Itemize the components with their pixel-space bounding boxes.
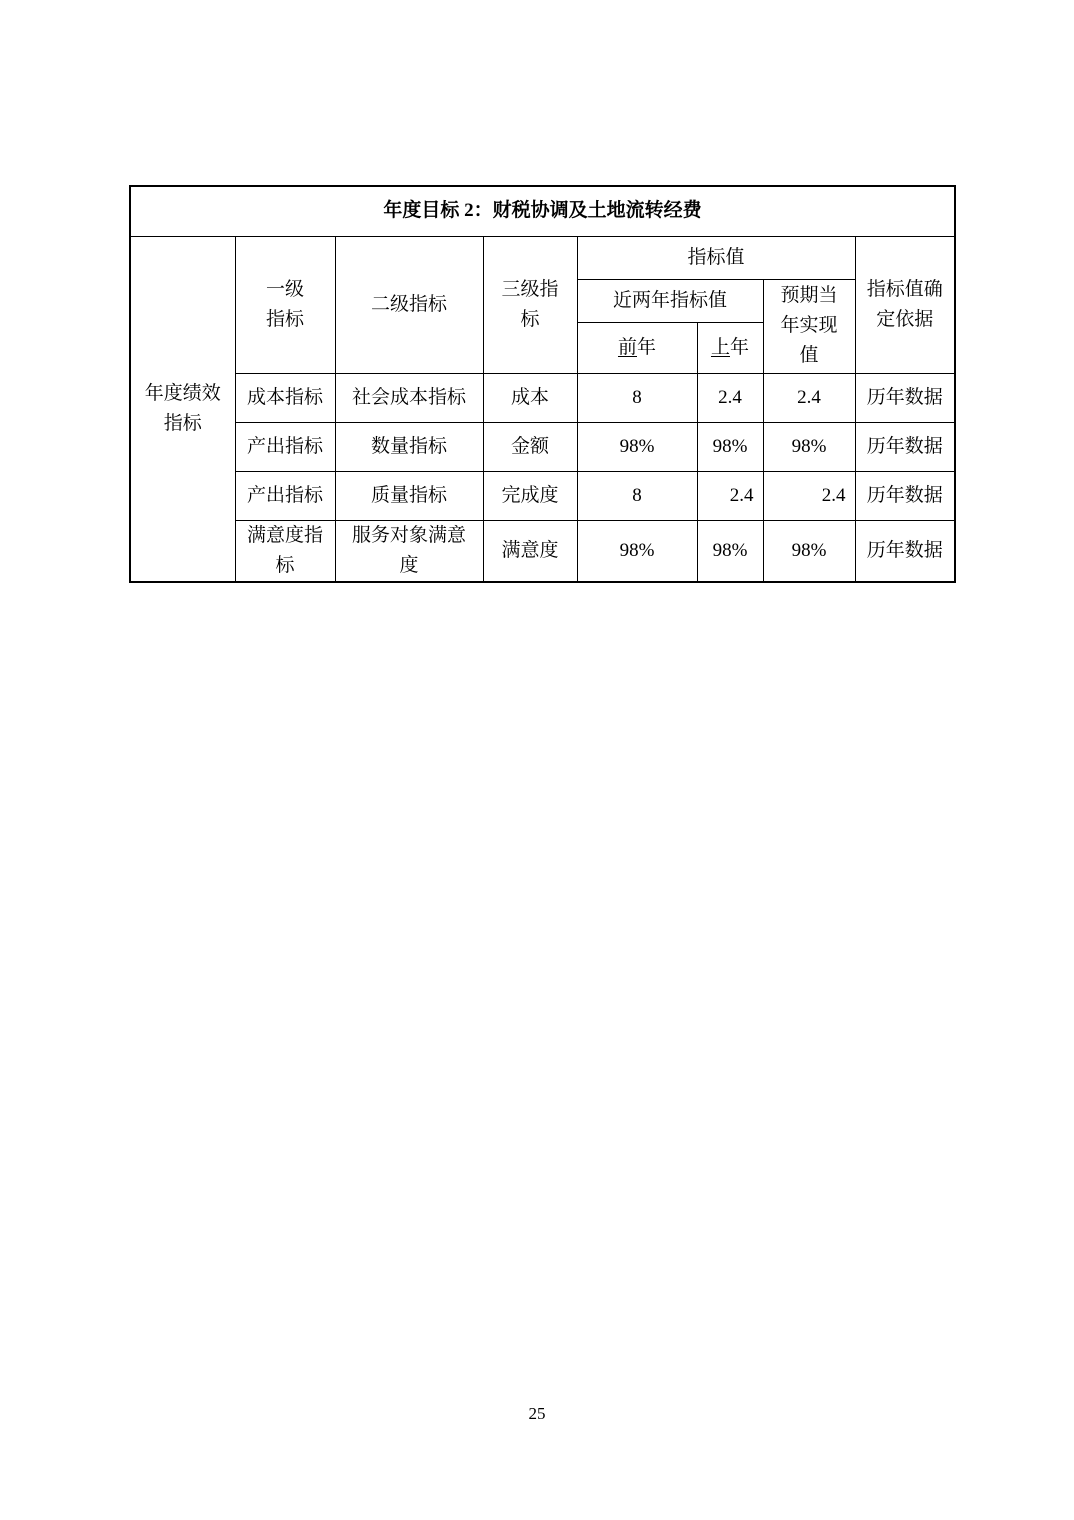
cell-expected-value: 2.4 <box>763 471 855 520</box>
cell-expected-value: 2.4 <box>763 373 855 422</box>
level2-header-label: 二级指标 <box>370 293 447 315</box>
basis-header-label: 指标值确定依据 <box>866 278 943 330</box>
header-cell-expected <box>763 279 855 373</box>
cell-basis: 历年数据 <box>855 422 955 471</box>
cell-basis: 历年数据 <box>855 471 955 520</box>
cell-prev-year-value: 98% <box>577 422 697 471</box>
cell-level1: 成本指标 <box>235 373 335 422</box>
cell-last-year-value: 98% <box>697 520 763 582</box>
cell-level2: 服务对象满意度 <box>335 520 483 582</box>
header-cell-level3 <box>483 236 577 373</box>
cell-prev-year-value: 98% <box>577 520 697 582</box>
cell-prev-year-value: 8 <box>577 471 697 520</box>
recent-two-years-label: 近两年指标值 <box>612 289 727 311</box>
cell-level1: 产出指标 <box>235 422 335 471</box>
header-cell-value-group <box>577 236 855 279</box>
table-row <box>130 422 955 471</box>
table-title: 年度目标 2：财税协调及土地流转经费 <box>130 186 955 236</box>
prev-year-label: 前年 <box>617 336 657 358</box>
table-row <box>130 373 955 422</box>
header-cell-level2 <box>335 236 483 373</box>
cell-level2: 数量指标 <box>335 422 483 471</box>
table-title-row <box>130 186 955 236</box>
level1-header-label: 一级指标 <box>265 278 304 330</box>
cell-level3: 完成度 <box>483 471 577 520</box>
value-group-label: 指标值 <box>687 246 745 268</box>
page-number: 25 <box>528 1404 546 1423</box>
cell-last-year-value: 2.4 <box>697 471 763 520</box>
header-cell-last-year <box>697 322 763 373</box>
header-cell-level1 <box>235 236 335 373</box>
row-group-label: 年度绩效指标 <box>144 382 221 434</box>
header-cell-recent-two-years <box>577 279 763 322</box>
expected-header-label: 预期当年实现值 <box>780 285 838 366</box>
cell-level1: 满意度指标 <box>235 520 335 582</box>
last-year-label: 上年 <box>710 336 750 358</box>
cell-prev-year-value: 8 <box>577 373 697 422</box>
cell-last-year-value: 2.4 <box>697 373 763 422</box>
cell-level2: 质量指标 <box>335 471 483 520</box>
cell-expected-value: 98% <box>763 422 855 471</box>
cell-level2: 社会成本指标 <box>335 373 483 422</box>
cell-level3: 满意度 <box>483 520 577 582</box>
table-row <box>130 520 955 582</box>
cell-level3: 成本 <box>483 373 577 422</box>
cell-level1: 产出指标 <box>235 471 335 520</box>
header-cell-prev-year <box>577 322 697 373</box>
table-row <box>130 471 955 520</box>
header-cell-basis <box>855 236 955 373</box>
level3-header-label: 三级指标 <box>501 278 559 330</box>
header-row-1 <box>130 236 955 279</box>
cell-basis: 历年数据 <box>855 373 955 422</box>
cell-basis: 历年数据 <box>855 520 955 582</box>
cell-level3: 金额 <box>483 422 577 471</box>
cell-expected-value: 98% <box>763 520 855 582</box>
cell-last-year-value: 98% <box>697 422 763 471</box>
header-cell-row-group <box>130 236 235 582</box>
performance-indicator-table <box>129 185 956 583</box>
